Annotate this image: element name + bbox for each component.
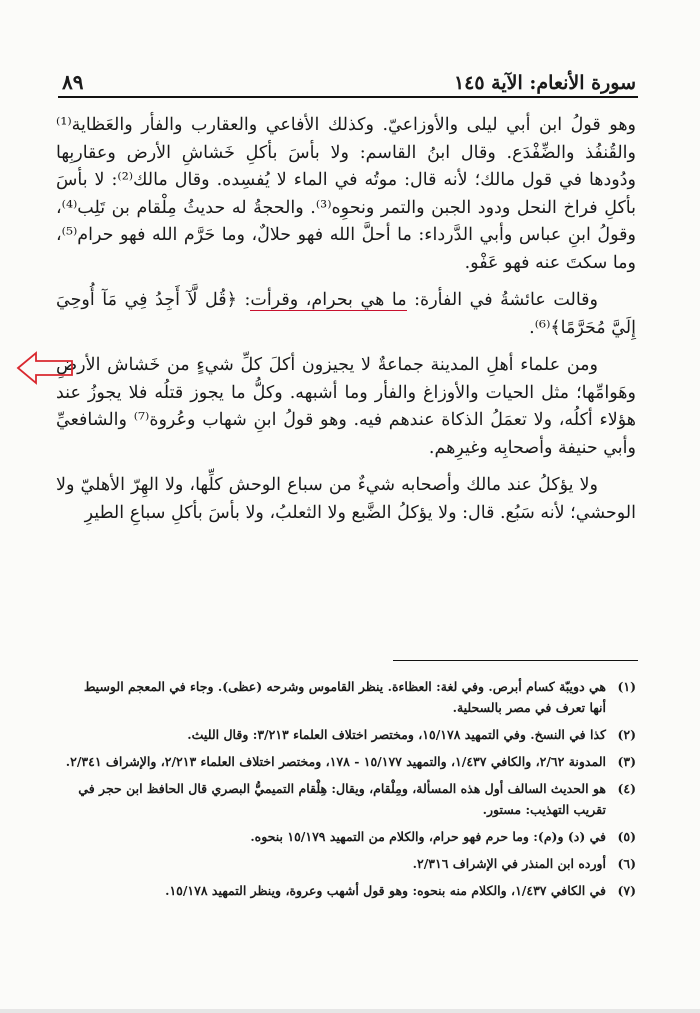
footnote-number: (٤): [617, 781, 636, 796]
main-text: [56, 112, 636, 537]
footnote: [64, 676, 636, 718]
footnote-text: المدونة ٢/٦٢، والكافي ١/٤٣٧، والتمهيد ١٥/١٧٧ - ١٧٨، ومختصر اختلاف العلماء ٢/٢١٣، والإشراف ٢/٣٤١.: [65, 754, 606, 769]
footnote: [64, 853, 636, 874]
footnote-text: في الكافي ١/٤٣٧، والكلام منه بنحوه: وهو قول أشهب وعروة، وينظر التمهيد ١٥/١٧٨.: [165, 883, 606, 898]
footnote-text: في (د) و(م): وما حرم فهو حرام، والكلام من التمهيد ١٥/١٧٩ بنحوه.: [250, 829, 606, 844]
footnote-number: (٥): [617, 829, 636, 844]
footnotes: [64, 676, 636, 907]
footnote-rule: [393, 660, 638, 661]
footnote: [64, 778, 636, 820]
footnote: [64, 751, 636, 772]
footnote-number: (١): [617, 679, 636, 694]
page-number: ٨٩: [62, 70, 84, 94]
footnote-text: أورده ابن المنذر في الإشراف ٢/٣١٦.: [412, 856, 606, 871]
page-header: [62, 58, 636, 94]
header-rule: [58, 96, 638, 98]
footnote-text: هو الحديث السالف أول هذه المسألة، ومِلْقام، ويقال: هِلْقام التميميُّ البصري قال الحافظ ابن حجر في تقريب التهذيب: مستور.: [78, 781, 606, 817]
footnote-text: هي دويبّة كسام أبرص. وفي لغة: العظاءة. ينظر القاموس وشرحه (عظى). وجاء في المعجم الوسيط أنها تعرف في مصر بالسحلية.: [83, 679, 606, 715]
paragraph: ولا يؤكلُ عند مالك وأصحابه شيءٌ من سباع الوحش كلِّها، ولا الهِرّ الأهليّ ولا الوحشي؛ لأنه سَبُع. قال: ولا يؤكلُ الضَّبع ولا الثعلبُ، ولا بأسَ بأكلِ سباعِ الطيرِ: [56, 475, 636, 523]
footnote-number: (٦): [617, 856, 636, 871]
footnote-number: (٢): [617, 727, 636, 742]
footnote: [64, 880, 636, 901]
footnote-number: (٧): [617, 883, 636, 898]
running-head: سورة الأنعام: الآية ١٤٥: [453, 72, 636, 94]
footnote-text: كذا في النسخ. وفي التمهيد ١٥/١٧٨، ومختصر اختلاف العلماء ٣/٢١٣: وقال الليث.: [187, 727, 606, 742]
scan-edge: [0, 1009, 700, 1013]
paragraph: وهو قولُ ابن أبي ليلى والأوزاعيّ. وكذلك الأفاعي والعقارب والفأر والعَظاية⁽¹⁾ والقُنفُذ والضِّفْدَع. وقال ابنُ القاسم: ولا بأسَ بأكلِ خَشاشِ الأرض وعقاربِها ودُودها في قول مالك؛ لأنه قال: موتُه في الماء لا يُفسِده. وقال مالك⁽²⁾: لا بأسَ بأكلِ فراخ النحل ودود الجبن والتمر ونحوِه⁽³⁾. والحجةُ له حديثُ مِلْقام بن تَلِب⁽⁴⁾، وقولُ ابنِ عباس وأبي الدَّرداء: ما أحلَّ الله فهو حلالٌ، وما حَرَّم الله فهو حرام⁽⁵⁾، وما سكتَ عنه فهو عَفْو.: [56, 115, 637, 273]
quran-quote: : ﴿قُل لَّآ أَجِدُ فِي مَآ أُوحِيَ إِلَيَّ مُحَرَّمًا﴾⁽⁶⁾.: [56, 290, 636, 338]
underlined-phrase: ما هي بحرام، وقرأت: [250, 290, 407, 310]
footnote-number: (٣): [617, 754, 636, 769]
highlight-lead: وقالت عائشةُ في الفأرة:: [406, 290, 599, 310]
footnote: [64, 724, 636, 745]
highlighted-paragraph: [56, 287, 636, 342]
paragraph: ومن علماء أهلِ المدينة جماعةٌ لا يجيزون أكلَ كلِّ شيءٍ من خَشاش الأرضِ وهَوامِّها؛ مثل الحيات والأوزاغ والفأر وما أشبهه. وكلُّ ما يجوز قتلُه فلا يجوزُ عند هؤلاء أكلُه، ولا تعمَلُ الذكاة عندهم فيه. وهو قولُ ابنِ شهاب وعُروة⁽⁷⁾ والشافعيِّ وأبي حنيفة وأصحابِه وغيرِهم.: [56, 355, 636, 458]
red-arrow-icon: [16, 350, 74, 386]
footnote: [64, 826, 636, 847]
